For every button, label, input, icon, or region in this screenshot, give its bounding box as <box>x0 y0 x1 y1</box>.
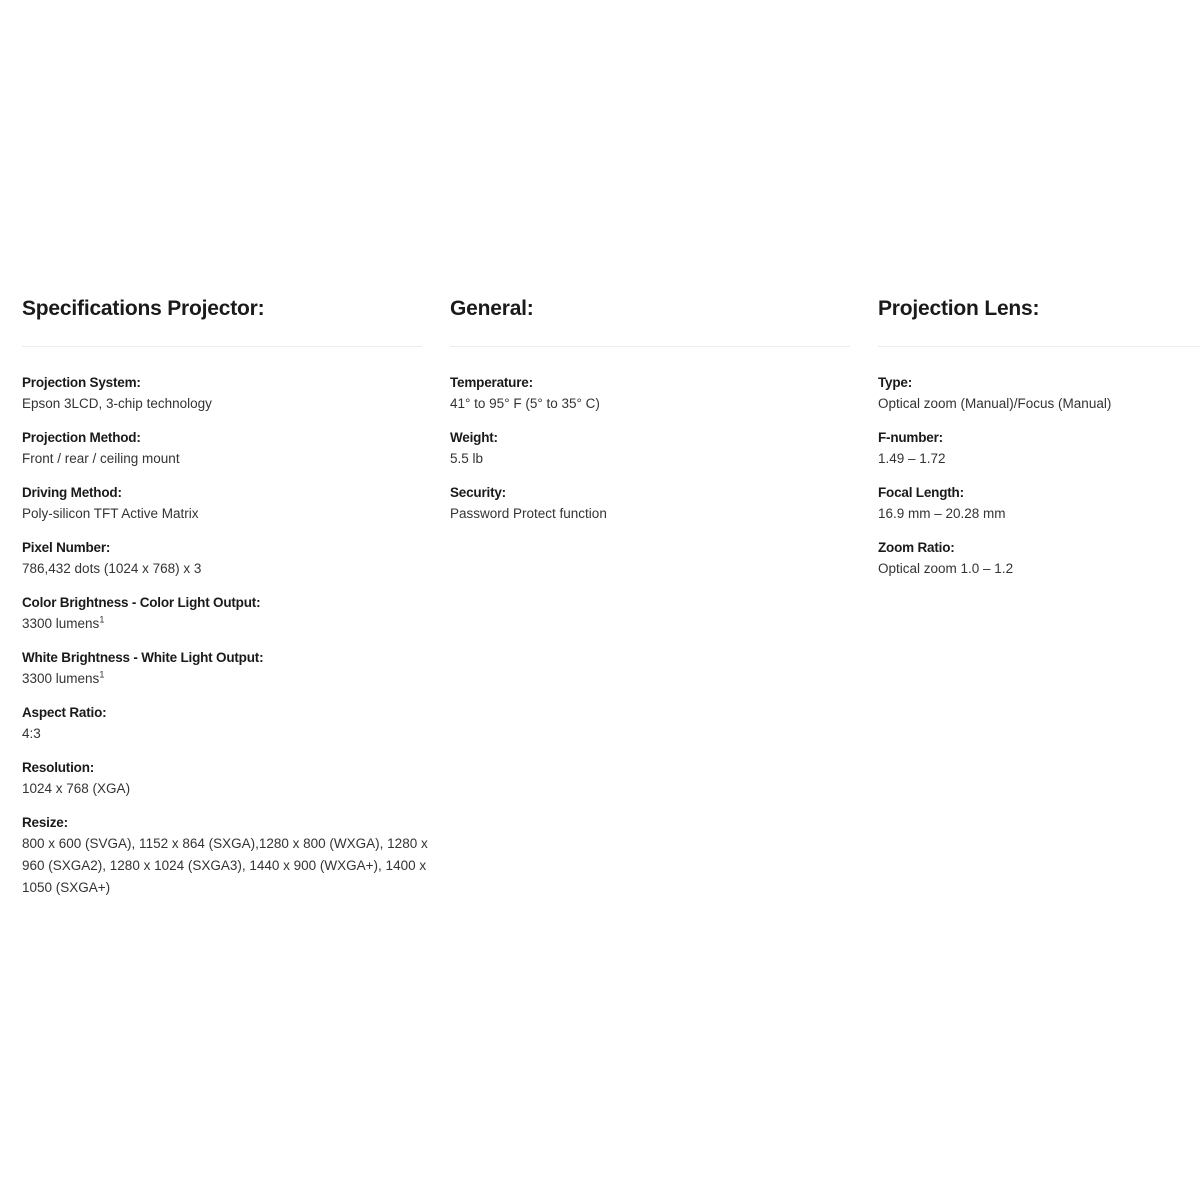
spec-value <box>22 448 432 470</box>
spec-item <box>22 702 450 745</box>
spec-list <box>450 372 878 525</box>
spec-value-text: Poly-silicon TFT Active Matrix <box>22 506 199 521</box>
spec-value-text: 800 x 600 (SVGA), 1152 x 864 (SXGA),1280 x 800 (WXGA), 1280 x 960 (SXGA2), 1280 x 1024 (SXGA3), 1440 x 900 (WXGA+), 1400 x 1050 (SXGA+) <box>22 836 428 895</box>
spec-value <box>878 503 1200 525</box>
spec-value-text: 16.9 mm – 20.28 mm <box>878 506 1006 521</box>
specifications-projector-column <box>22 292 450 911</box>
spec-value-text: 3300 lumens <box>22 616 100 631</box>
spec-columns <box>22 292 1200 911</box>
spec-label: Temperature: <box>450 375 533 390</box>
footnote-marker: 1 <box>99 614 105 625</box>
spec-label: Projection Method: <box>22 430 141 445</box>
spec-item <box>878 482 1200 525</box>
spec-item <box>878 427 1200 470</box>
spec-value <box>450 503 860 525</box>
spec-value <box>22 613 432 635</box>
spec-list <box>22 372 450 899</box>
spec-value-text: 1.49 – 1.72 <box>878 451 946 466</box>
spec-label: Resize: <box>22 815 68 830</box>
spec-label: Projection System: <box>22 375 141 390</box>
spec-item <box>450 482 878 525</box>
spec-list <box>878 372 1200 580</box>
spec-value-text: Front / rear / ceiling mount <box>22 451 180 466</box>
spec-label: Driving Method: <box>22 485 122 500</box>
spec-value <box>878 558 1200 580</box>
spec-label: Color Brightness - Color Light Output: <box>22 595 261 610</box>
spec-value-text: 3300 lumens <box>22 671 100 686</box>
spec-value <box>22 393 432 415</box>
spec-item <box>22 427 450 470</box>
spec-item <box>22 757 450 800</box>
spec-value-text: Optical zoom (Manual)/Focus (Manual) <box>878 396 1112 411</box>
spec-label: Weight: <box>450 430 498 445</box>
column-title: General: <box>450 297 534 320</box>
spec-value <box>22 503 432 525</box>
column-title: Specifications Projector: <box>22 297 265 320</box>
spec-item <box>450 372 878 415</box>
footnote-marker: 1 <box>99 669 105 680</box>
spec-item <box>878 372 1200 415</box>
spec-item <box>22 592 450 635</box>
spec-item <box>22 537 450 580</box>
spec-value <box>450 448 860 470</box>
spec-item <box>878 537 1200 580</box>
spec-value <box>22 778 432 800</box>
spec-label: Pixel Number: <box>22 540 111 555</box>
spec-item <box>22 647 450 690</box>
spec-label: White Brightness - White Light Output: <box>22 650 264 665</box>
spec-value-text: Optical zoom 1.0 – 1.2 <box>878 561 1014 576</box>
spec-label: Security: <box>450 485 506 500</box>
spec-label: Zoom Ratio: <box>878 540 955 555</box>
spec-label: Aspect Ratio: <box>22 705 107 720</box>
spec-label: F-number: <box>878 430 943 445</box>
projection-lens-column <box>878 292 1200 911</box>
spec-value-text: 786,432 dots (1024 x 768) x 3 <box>22 561 202 576</box>
spec-label: Resolution: <box>22 760 95 775</box>
spec-value <box>22 668 432 690</box>
spec-item <box>22 812 450 899</box>
spec-value <box>878 393 1200 415</box>
spec-label: Focal Length: <box>878 485 964 500</box>
spec-value <box>22 723 432 745</box>
spec-value <box>22 558 432 580</box>
spec-item <box>22 482 450 525</box>
divider <box>450 346 850 347</box>
spec-value-text: 4:3 <box>22 726 41 741</box>
spec-value <box>878 448 1200 470</box>
divider <box>22 346 422 347</box>
spec-value-text: 1024 x 768 (XGA) <box>22 781 131 796</box>
spec-value <box>450 393 860 415</box>
spec-value-text: Epson 3LCD, 3-chip technology <box>22 396 212 411</box>
divider <box>878 346 1200 347</box>
spec-value-text: 5.5 lb <box>450 451 484 466</box>
spec-item <box>22 372 450 415</box>
column-title: Projection Lens: <box>878 297 1040 320</box>
spec-value-text: Password Protect function <box>450 506 607 521</box>
spec-value <box>22 833 432 899</box>
spec-value-text: 41° to 95° F (5° to 35° C) <box>450 396 600 411</box>
spec-item <box>450 427 878 470</box>
general-column <box>450 292 878 911</box>
spec-label: Type: <box>878 375 913 390</box>
